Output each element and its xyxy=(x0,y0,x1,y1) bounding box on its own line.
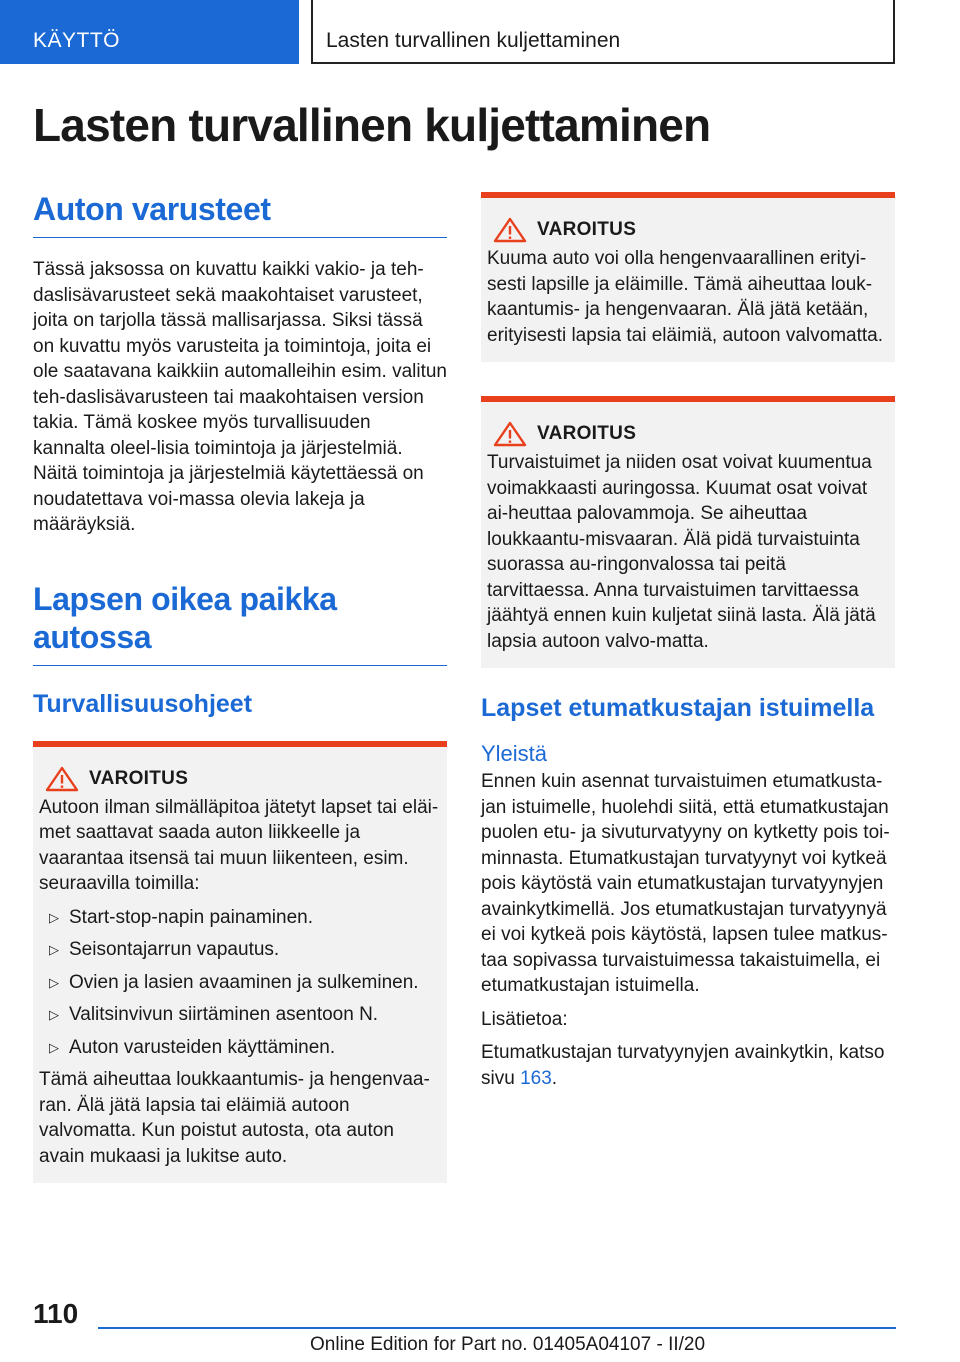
warning-text: Turvaistuimet ja niiden osat voivat kuumentua voimakkaasti auringossa. Kuumat osat voivat ai-heuttaa palovammoja. Se aiheuttaa loukkaantu-misvaaran. Älä pidä turvaistuinta suorassa au-ringonvalossa tai peitä tarvittaessa. Anna turvaistuimen tarvittaessa jäähtyä ennen kuin kuljetat siinä lasta. Älä jätä lapsia autoon valvo-matta. xyxy=(487,452,876,652)
edition-note: Online Edition for Part no. 01405A04107 - II/20 xyxy=(310,1334,706,1355)
triangle-bullet-icon: ▷ xyxy=(49,974,59,990)
warning-box-hot-car xyxy=(481,192,895,362)
more-info-label: Lisätietoa: xyxy=(481,1008,568,1030)
triangle-bullet-icon: ▷ xyxy=(49,909,59,925)
triangle-bullet-icon: ▷ xyxy=(49,942,59,957)
warning-label: VAROITUS xyxy=(89,767,189,789)
seat-heading: Lapsen oikea paikka autossa xyxy=(33,580,447,666)
front-seat-heading: Lapset etumatkustajan istuimella xyxy=(481,694,875,722)
warning-text: Kuuma auto voi olla hengenvaarallinen erityi-sesti lapsille ja eläimille. Tämä aiheuttaa louk-kaantumis- ja hengenvaaran. Älä jätä ketään, erityisesti lapsia tai eläimiä, autoon valvomatta. xyxy=(487,248,884,346)
list-item: ▷ Start-stop-napin painaminen. xyxy=(39,905,441,931)
equipment-text: Tässä jaksossa on kuvattu kaikki vakio- ja teh-daslisävarusteet sekä maakohtaiset varusteet, joita on tarjolla tässä mallisarjassa. Siksi tässä on kuvattu myös varusteita ja toimintoja, joita ei ole saatavana kaikkiin automalleihin esim. valitun teh-daslisävarusteen tai maakohtaisen version takia. Tämä koskee myös turvallisuuden kannalta oleel-lisia toimintoja ja järjestelmiä. Näitä toimintoja ja järjestelmiä käytettäessä on noudatettava voi-massa olevia lakeja ja määräyksiä. xyxy=(33,259,448,535)
list-item: ▷ Valitsinvivun siirtäminen asentoon N. xyxy=(39,1002,441,1028)
warning-box-hot-seat xyxy=(481,396,895,668)
chapter-header xyxy=(311,0,895,64)
warning-box xyxy=(33,741,447,1184)
list-item: ▷ Auton varusteiden käyttäminen. xyxy=(39,1035,441,1061)
list-item: ▷ Ovien ja lasien avaaminen ja sulkeminen. xyxy=(39,970,441,996)
warning-label: VAROITUS xyxy=(537,423,637,444)
warning-header xyxy=(487,216,889,244)
footer-divider xyxy=(98,1327,896,1329)
left-column xyxy=(33,190,447,1183)
warning-triangle-icon xyxy=(493,421,527,447)
warning-triangle-icon xyxy=(45,766,79,792)
warning-header xyxy=(487,420,889,448)
warning-label: VAROITUS xyxy=(537,219,637,240)
triangle-bullet-icon: ▷ xyxy=(49,1007,59,1022)
warning-outro: Tämä aiheuttaa loukkaantumis- ja hengenvaa-ran. Älä jätä lapsia tai eläimiä autoon valvomatta. Kun poistut autosta, ota auton avain mukaasi ja lukitse auto. xyxy=(39,1069,430,1167)
general-text: Ennen kuin asennat turvaistuimen etumatkusta-jan istuimelle, huolehdi siitä, että etumatkustajan puolen etu- ja sivuturvatyyny on kytketty pois toi-minnasta. Etumatkustajan turvatyynyt voi kytkeä pois käytöstä vain etumatkustajan turvatyynyjen avainkytkimellä. Jos etumatkustajan turvatyynyä ei voi kytkeä pois käytöstä, lapsen tulee matkus-taa sopivassa turvaistuimessa takaistuimella, ei etumatkustajan istuimella. xyxy=(481,771,890,996)
list-item: ▷ Seisontajarrun vapautus. xyxy=(39,937,441,963)
section-tab[interactable] xyxy=(0,0,299,64)
safety-heading: Turvallisuusohjeet xyxy=(33,689,253,718)
more-info-text: Etumatkustajan turvatyynyjen avainkytkin, katso sivu 163. xyxy=(481,1042,885,1089)
warning-header xyxy=(39,765,441,793)
page-link[interactable]: 163 xyxy=(520,1067,552,1089)
section-tab-label: KÄYTTÖ xyxy=(33,29,121,52)
chapter-header-label: Lasten turvallinen kuljettaminen xyxy=(326,29,621,52)
warning-list xyxy=(39,905,441,1061)
warning-triangle-icon xyxy=(493,217,527,243)
equipment-heading: Auton varusteet xyxy=(33,190,447,238)
warning-intro: Autoon ilman silmälläpitoa jätetyt lapset tai eläi-met saattavat saada auton liikkeelle ja vaarantaa itsensä tai muun liikenteen, esim. seuraavilla toimilla: xyxy=(39,796,439,894)
right-column xyxy=(481,192,895,1091)
page-title: Lasten turvallinen kuljettaminen xyxy=(33,99,711,151)
general-heading: Yleistä xyxy=(481,741,548,766)
page-number: 110 xyxy=(33,1298,79,1329)
triangle-bullet-icon: ▷ xyxy=(49,1039,59,1055)
